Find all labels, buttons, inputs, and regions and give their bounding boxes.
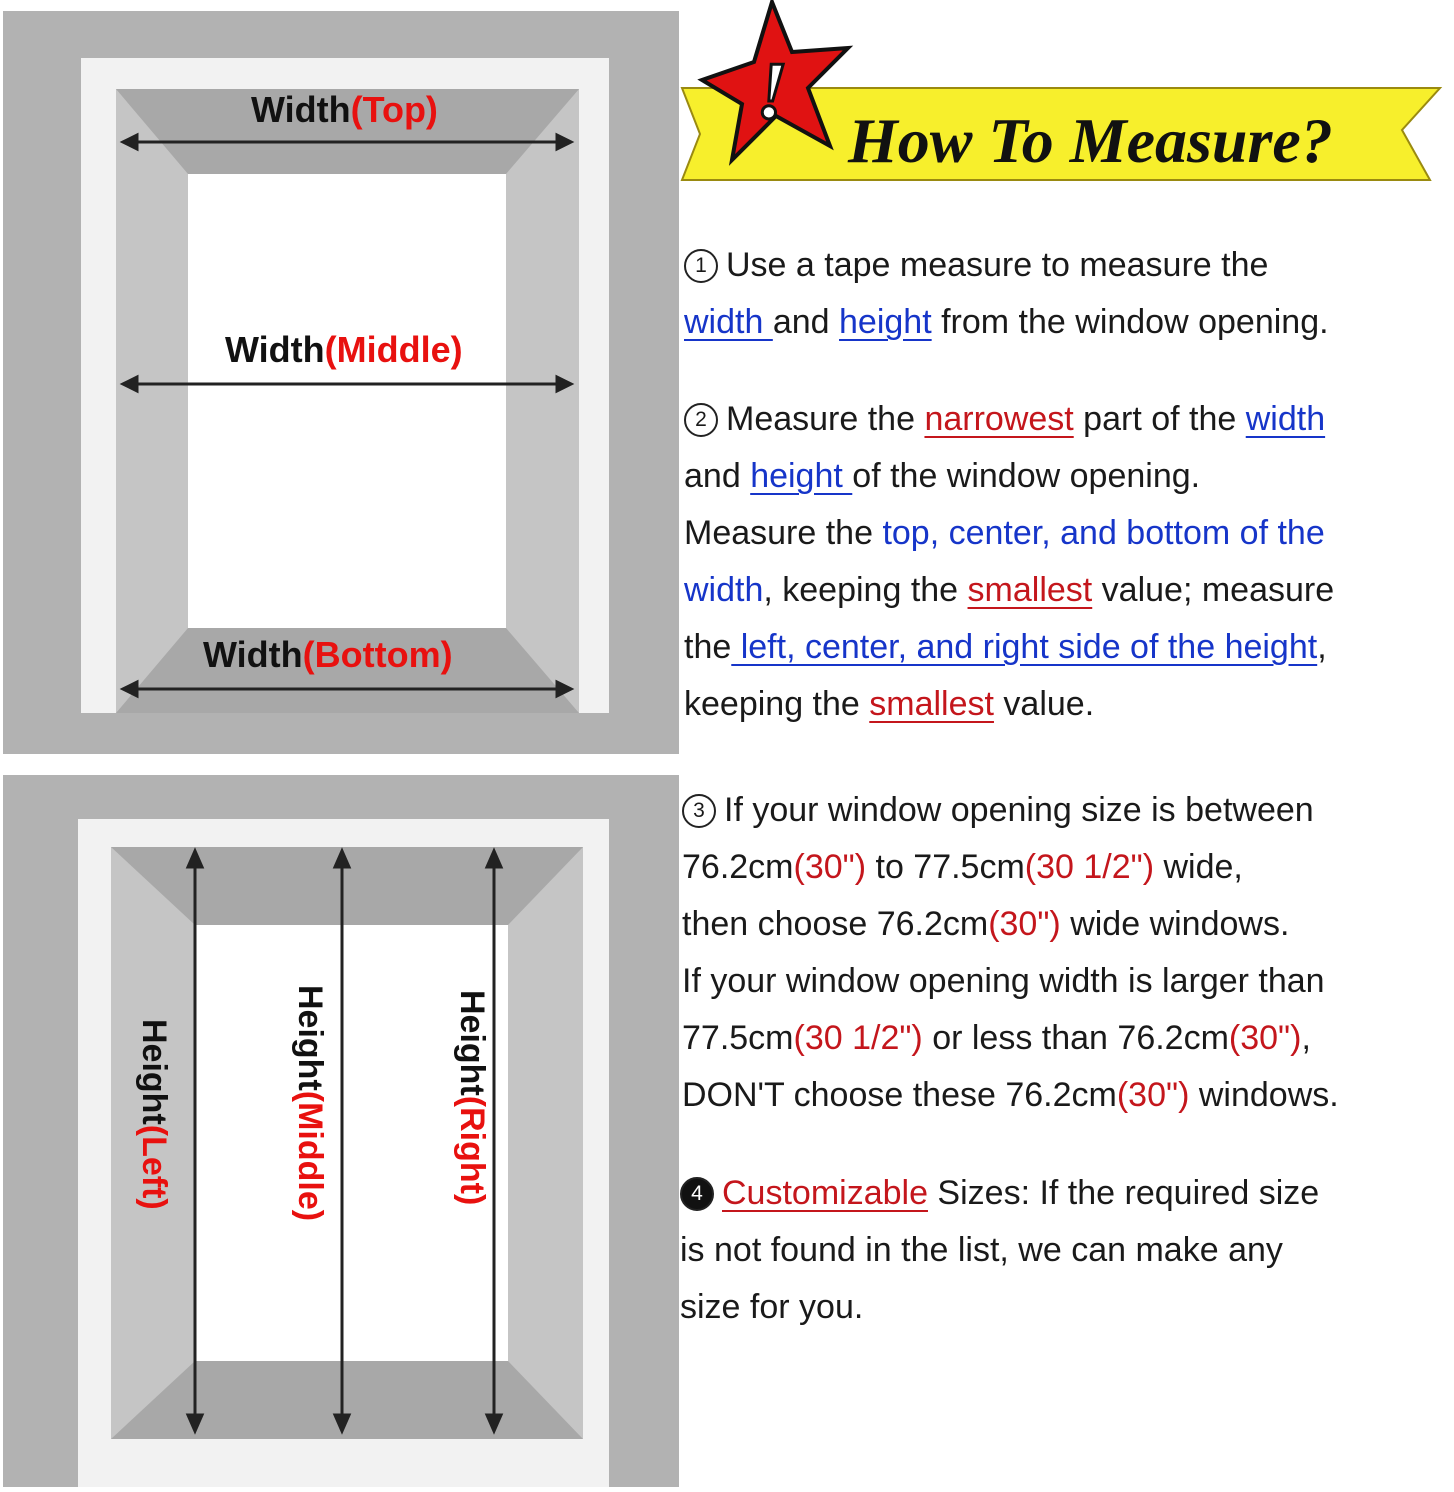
step3-line2: 76.2cm(30") to 77.5cm(30 1/2") wide,: [682, 848, 1243, 886]
step3-line3: then choose 76.2cm(30") wide windows.: [682, 905, 1290, 943]
width-middle-label: Width(Middle): [225, 329, 463, 370]
step1-line2: width and height from the window opening.: [684, 303, 1329, 341]
width-bottom-label: Width(Bottom): [203, 634, 453, 675]
step1-line1: 1 Use a tape measure to measure the: [684, 237, 1268, 294]
step4-line3: size for you.: [680, 1288, 864, 1326]
step3-line4: If your window opening width is larger than: [682, 962, 1325, 1000]
step1-number: 1: [684, 249, 718, 283]
step4-number: 4: [680, 1177, 714, 1211]
step2-line1: 2 Measure the narrowest part of the width: [684, 391, 1325, 448]
step3-line5: 77.5cm(30 1/2") or less than 76.2cm(30"),: [682, 1019, 1311, 1057]
height-right-label: Height(Right): [453, 990, 491, 1206]
step2-line4: width, keeping the smallest value; measure: [684, 571, 1335, 609]
window-pane: [188, 174, 506, 628]
height-left-label: Height(Left): [135, 1019, 173, 1210]
step2-line5: the left, center, and right side of the height,: [684, 628, 1327, 666]
step3-number: 3: [682, 794, 716, 828]
step3-line6: DON'T choose these 76.2cm(30") windows.: [682, 1076, 1339, 1114]
height-diagram: [3, 775, 679, 1487]
height-middle-label: Height(Middle): [291, 985, 329, 1222]
exclaim-icon: !: [756, 45, 788, 136]
step2-number: 2: [684, 403, 718, 437]
banner-title: How To Measure?: [848, 105, 1333, 176]
step4-line2: is not found in the list, we can make any: [680, 1231, 1283, 1269]
step3-line1: 3 If your window opening size is between: [682, 782, 1314, 839]
step2-line2: and height of the window opening.: [684, 457, 1201, 495]
width-diagram: [3, 11, 679, 754]
step2-line6: keeping the smallest value.: [684, 685, 1095, 723]
height-diagram-drawing: [3, 775, 679, 1487]
step4-line1: 4 Customizable Sizes: If the required size: [680, 1165, 1319, 1222]
width-top-label: Width(Top): [251, 89, 438, 130]
step2-line3: Measure the top, center, and bottom of the: [684, 514, 1325, 552]
